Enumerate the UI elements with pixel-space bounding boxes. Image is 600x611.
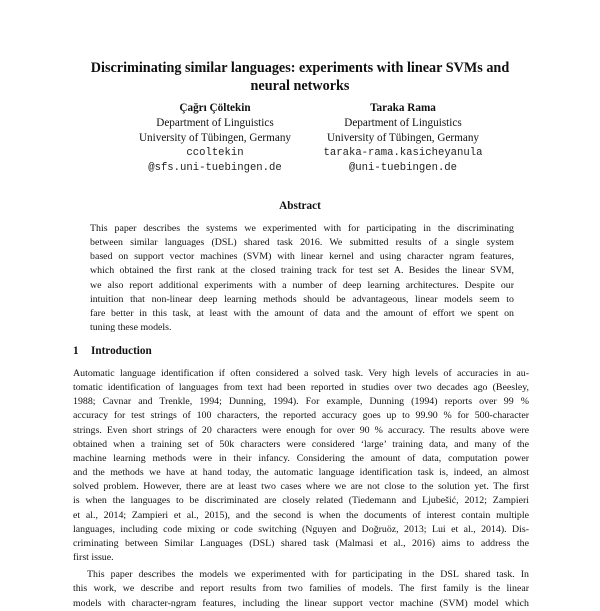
author-email-line-2: @sfs.uni-tuebingen.de (148, 162, 282, 174)
body-line: tomatic identification of languages from text had been reported in studies over two decades ago (Beesley, (73, 382, 529, 394)
author-name: Taraka Rama (370, 102, 436, 114)
body-line: models with character-ngram features, including the linear support vector machine (SVM) model which (73, 597, 529, 609)
body-line: and the methods we have at hand today, the automatic language identification task is, indeed, an almost (73, 467, 529, 479)
author-department: Department of Linguistics (156, 117, 274, 129)
author-email-line-1: taraka-rama.kasicheyanula (323, 147, 483, 159)
body-line: Automatic language identification if often considered a solved task. Very high levels of accuracies in au- (73, 368, 529, 379)
abstract-line: This paper describes the systems we experimented with for participating in the discriminating (90, 223, 514, 234)
abstract-line: we also report additional experiments with a number of deep learning architectures. Despite our (90, 279, 514, 291)
body-line: is when the languages to be discriminated are closely related (Tiedemann and Ljubešić, 2012; Zampieri (73, 495, 529, 507)
paper-title (60, 60, 540, 95)
author-name: Çağrı Çöltekin (179, 102, 251, 114)
abstract-line: fare better in this task, at least with the amount of data and the amount of effort we spent on (90, 307, 514, 319)
author-2 (283, 101, 523, 176)
author-university: University of Tübingen, Germany (138, 132, 292, 144)
body-line: first issue. (73, 552, 114, 564)
section-number: 1 (73, 345, 79, 357)
author-email-line-2: @uni-tuebingen.de (348, 162, 458, 174)
intro-paragraph-1 (73, 367, 529, 565)
body-line: obtained when a training set of 50k characters were considered ‘large’ training data, and many of the (73, 438, 529, 450)
author-university: University of Tübingen, Germany (326, 132, 480, 144)
body-line: languages, including code mixing or code switching (Nguyen and Doğruöz, 2013; Lui et al., 2014). Dis- (73, 523, 529, 535)
section-title: Introduction (91, 345, 152, 357)
abstract-line: based on support vector machines (SVM) with linear kernel and using character ngram features, (90, 251, 514, 263)
paper-title-line-1: Discriminating similar languages: experiments with linear SVMs and (90, 60, 510, 76)
abstract-line: which obtained the first rank at the closed training track for test set A. Besides the linear SVM, (90, 265, 514, 277)
abstract-heading: Abstract (279, 200, 321, 212)
body-line: strings. Even short strings of 20 characters were enough for over 90 % accuracy. The results above were (73, 424, 529, 436)
body-line: et al., 2014; Zampieri et al., 2015), and the second is when the documents of interest contain multiple (73, 509, 529, 521)
body-line: This paper describes the models we experimented with for participating in the DSL shared task. In (87, 569, 529, 581)
abstract-line: intuition that non-linear deep learning methods should be advantageous, linear models seem to (90, 293, 514, 305)
intro-paragraph-2 (73, 568, 529, 610)
paper-title-line-2: neural networks (250, 77, 350, 94)
body-line: machine learning methods were in their infancy. Considering the amount of data, computation power (73, 452, 529, 464)
abstract-line: between similar languages (DSL) shared task 2016. We submitted results of a single system (90, 237, 514, 249)
abstract-line: tuning these models. (90, 322, 172, 334)
body-line: solved problem. However, there are at least two cases where we are not close to the solution yet. The first (73, 481, 529, 493)
section-heading-introduction (73, 344, 152, 358)
body-line: criminating between Similar Languages (DSL) shared task (Malmasi et al., 2016) aims to address the (73, 537, 529, 549)
introduction-body (73, 367, 529, 611)
body-line: accuracy for test strings of 100 characters, the reported accuracy goes up to 99.90 % for 500-character (73, 410, 529, 422)
body-line: 1988; Cavnar and Trenkle, 1994; Dunning, 1994). For example, Dunning (1994) reports over 99 % (73, 396, 529, 408)
body-line: this work, we describe and report results from two families of models. The first family is the linear (73, 583, 529, 595)
author-email-line-1: ccoltekin (186, 147, 244, 159)
abstract-text (90, 222, 514, 335)
author-department: Department of Linguistics (344, 117, 462, 129)
